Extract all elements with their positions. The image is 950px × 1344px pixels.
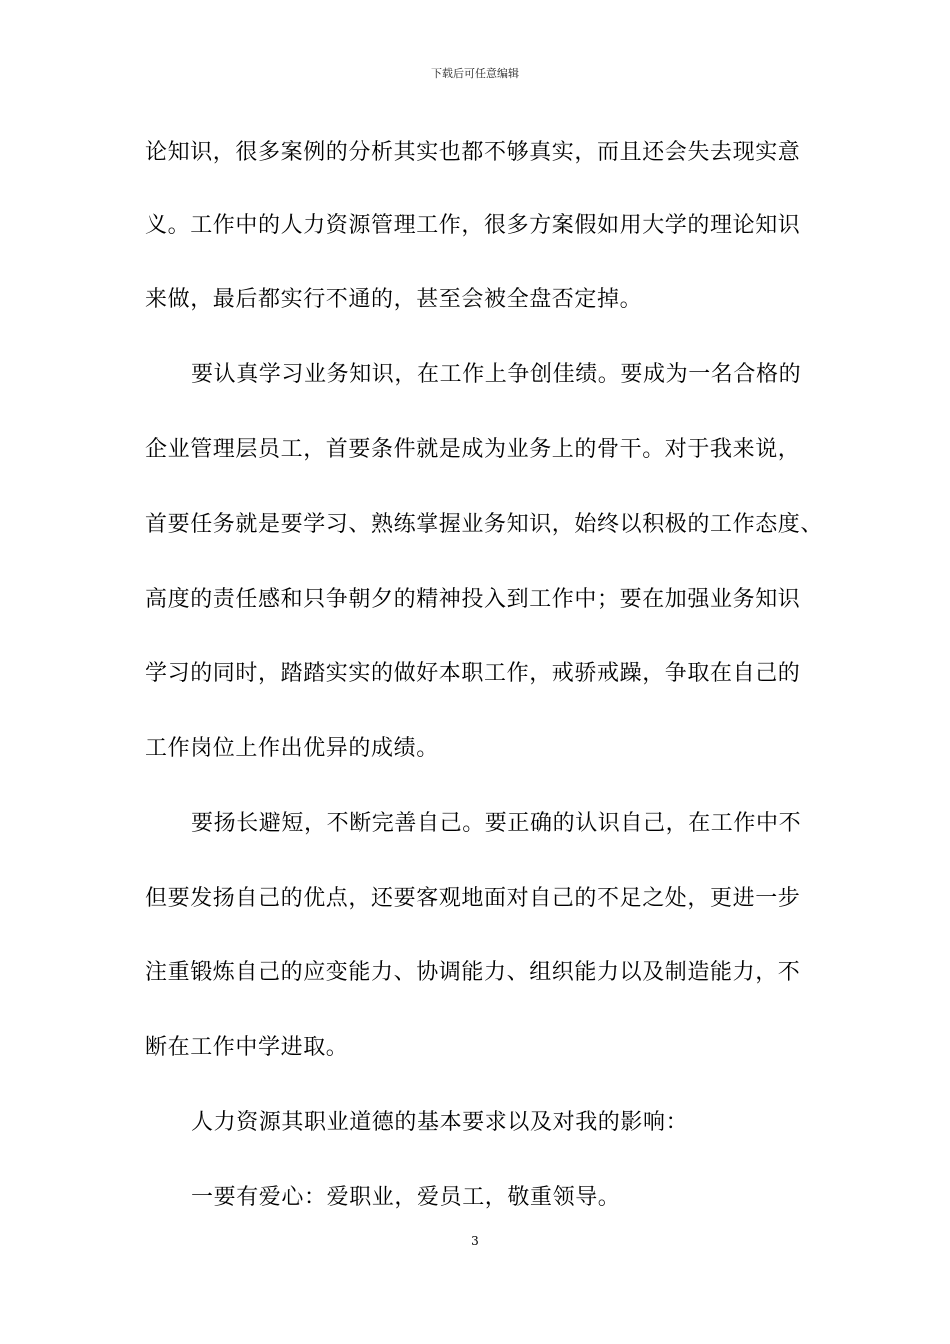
paragraph-first-line: 一要有爱心：爱职业，爱员工，敬重领导。	[191, 1185, 621, 1210]
text-line: 工作岗位上作出优异的成绩。	[145, 736, 439, 761]
paragraph-first-line: 人力资源其职业道德的基本要求以及对我的影响：	[191, 1110, 689, 1135]
text-line: 企业管理层员工，首要条件就是成为业务上的骨干。对于我来说，	[145, 437, 801, 462]
text-line: 来做，最后都实行不通的，甚至会被全盘否定掉。	[145, 287, 643, 312]
paragraph-first-line: 要扬长避短，不断完善自己。要正确的认识自己，在工作中不	[191, 811, 802, 836]
text-line: 学习的同时，踏踏实实的做好本职工作，戒骄戒躁，争取在自己的	[145, 661, 801, 686]
page-number: 3	[471, 1234, 479, 1248]
paragraph-first-line: 要认真学习业务知识，在工作上争创佳绩。要成为一名合格的	[191, 362, 802, 387]
text-line: 论知识，很多案例的分析其实也都不够真实，而且还会失去现实意	[145, 140, 801, 165]
text-line: 首要任务就是要学习、熟练掌握业务知识，始终以积极的工作态度、	[145, 512, 824, 537]
page-header: 下载后可任意编辑	[431, 67, 519, 80]
text-line: 但要发扬自己的优点，还要客观地面对自己的不足之处，更进一步	[145, 886, 801, 911]
text-line: 断在工作中学进取。	[145, 1035, 349, 1060]
text-line: 义。工作中的人力资源管理工作，很多方案假如用大学的理论知识	[145, 213, 801, 238]
text-line: 高度的责任感和只争朝夕的精神投入到工作中；要在加强业务知识	[145, 587, 801, 612]
text-line: 注重锻炼自己的应变能力、协调能力、组织能力以及制造能力，不	[145, 960, 801, 985]
